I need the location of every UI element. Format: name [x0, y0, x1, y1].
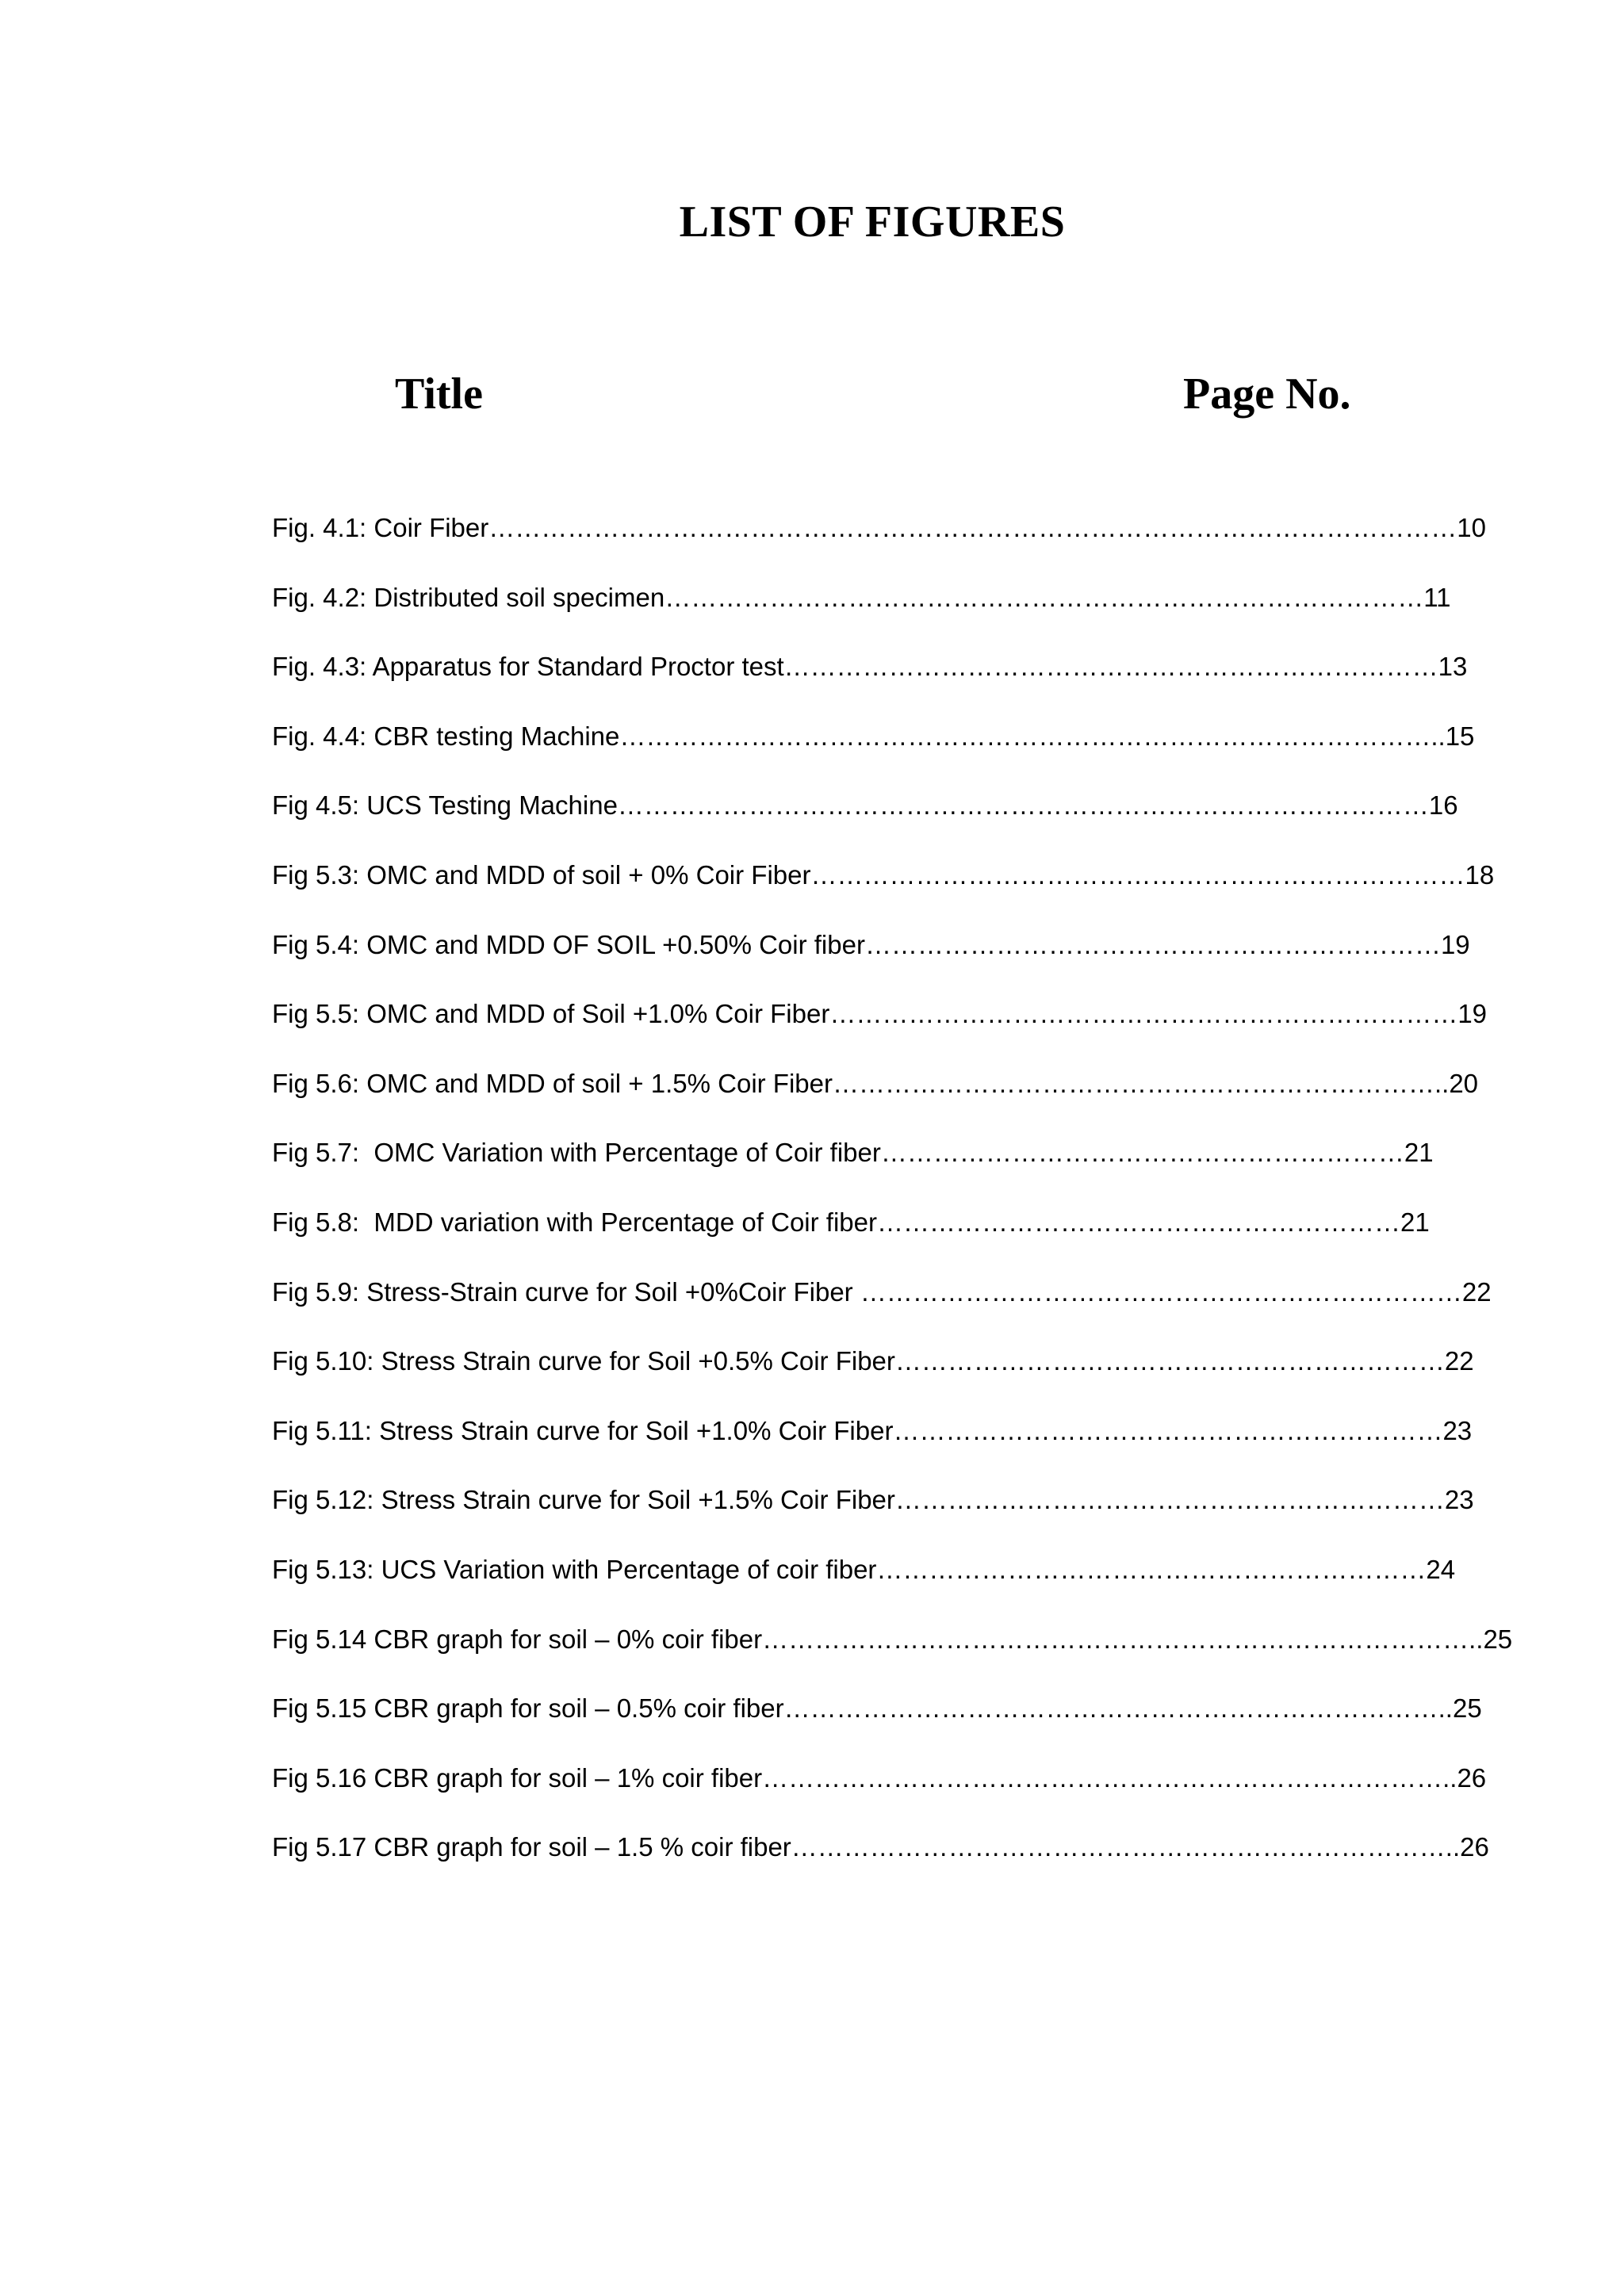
figure-entry: Fig. 4.1: Coir Fiber…………………………………………………………………………………………………10 — [272, 513, 1486, 542]
figure-entry: Fig. 4.3: Apparatus for Standard Proctor test…………………………………………………………………13 — [272, 652, 1468, 682]
figure-entry: Fig 5.13: UCS Variation with Percentage of coir fiber………………………………………………………24 — [272, 1554, 1456, 1584]
figure-entry: Fig 5.7: OMC Variation with Percentage of Coir fiber……………………………………………………21 — [272, 1138, 1434, 1168]
figure-entry: Fig 5.8: MDD variation with Percentage of Coir fiber……………………………………………………21 — [272, 1207, 1430, 1237]
figure-entry: Fig 5.6: OMC and MDD of soil + 1.5% Coir Fiber……………………………………………………………..20 — [272, 1068, 1479, 1098]
column-header-page-no: Page No. — [1183, 369, 1351, 419]
figure-list — [272, 507, 1513, 1896]
figure-entry: Fig 5.5: OMC and MDD of Soil +1.0% Coir Fiber………………………………………………………………19 — [272, 999, 1488, 1029]
figure-entry: Fig. 4.2: Distributed soil specimen……………………………………………………………………………11 — [272, 582, 1451, 612]
figure-entry: Fig 5.10: Stress Strain curve for Soil +0.5% Coir Fiber………………………………………………………22 — [272, 1346, 1474, 1376]
figure-entry: Fig 5.15 CBR graph for soil – 0.5% coir fiber…………………………………………………………………..25 — [272, 1693, 1482, 1724]
figure-entry: Fig 5.9: Stress-Strain curve for Soil +0%Coir Fiber ……………………………………………………………22 — [272, 1276, 1492, 1307]
figure-entry: Fig 5.14 CBR graph for soil – 0% coir fiber………………………………………………………………………..25 — [272, 1624, 1513, 1654]
column-header-row — [0, 366, 1624, 422]
figure-entry: Fig. 4.4: CBR testing Machine…………………………………………………………………………………..15 — [272, 721, 1475, 751]
page-title: LIST OF FIGURES — [679, 197, 1066, 247]
figure-entry: Fig 5.3: OMC and MDD of soil + 0% Coir Fiber…………………………………………………………………18 — [272, 859, 1495, 890]
figure-entry: Fig 5.12: Stress Strain curve for Soil +1.5% Coir Fiber………………………………………………………23 — [272, 1485, 1474, 1515]
figure-entry: Fig 5.17 CBR graph for soil – 1.5 % coir fiber…………………………………………………………………..26 — [272, 1832, 1489, 1862]
figure-entry: Fig 5.16 CBR graph for soil – 1% coir fiber……………………………………………………………………..26 — [272, 1762, 1487, 1793]
figure-entry: Fig 5.11: Stress Strain curve for Soil +1.0% Coir Fiber………………………………………………………23 — [272, 1415, 1473, 1445]
figure-entry: Fig 5.4: OMC and MDD OF SOIL +0.50% Coir fiber…………………………………………………………19 — [272, 929, 1470, 959]
column-header-title: Title — [395, 369, 483, 419]
figure-entry: Fig 4.5: UCS Testing Machine…………………………………………………………………………………16 — [272, 790, 1458, 821]
